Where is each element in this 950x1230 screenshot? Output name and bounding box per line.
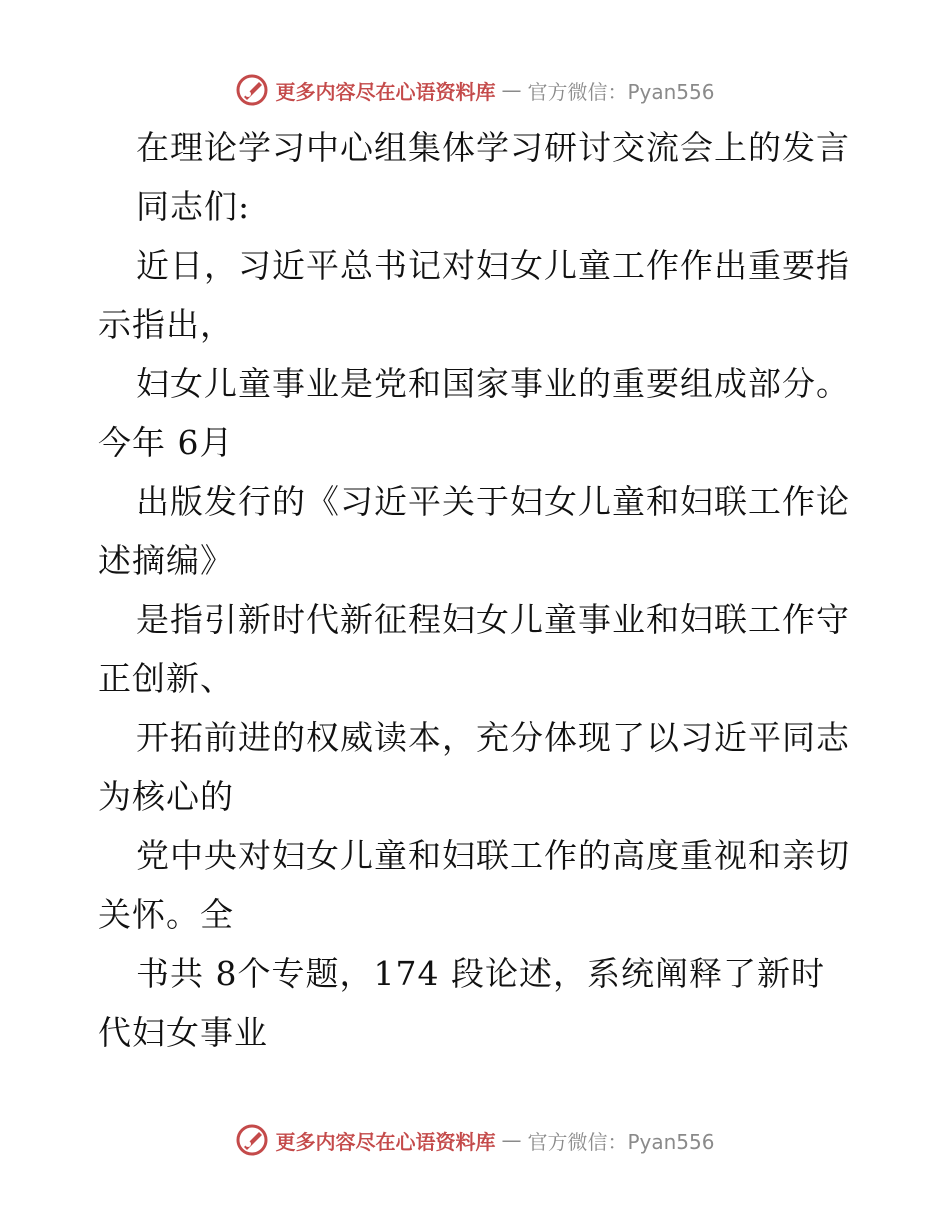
text-line: 开拓前进的权威读本，充分体现了以习近平同志	[136, 718, 850, 757]
header-banner	[0, 70, 950, 110]
logo-icon	[235, 73, 269, 107]
text-line: 书共 8个专题，174 段论述，系统阐释了新时	[136, 954, 825, 993]
banner-wechat-text: 官方微信：Pyan556	[527, 1129, 715, 1154]
banner-separator: —	[501, 1128, 522, 1152]
banner-site-text: 更多内容尽在心语资料库	[275, 1129, 496, 1154]
text-line: 同志们:	[136, 187, 251, 226]
logo-icon	[235, 1123, 269, 1157]
text-line: 在理论学习中心组集体学习研讨交流会上的发言	[136, 128, 850, 167]
text-line: 关怀。全	[98, 895, 234, 934]
footer-banner	[0, 1120, 950, 1160]
banner-separator: —	[501, 78, 522, 102]
document-body	[98, 118, 858, 1062]
text-line: 出版发行的《习近平关于妇女儿童和妇联工作论	[136, 482, 850, 521]
text-line: 今年 6月	[98, 423, 234, 462]
text-line: 妇女儿童事业是党和国家事业的重要组成部分。	[136, 364, 850, 403]
text-line: 党中央对妇女儿童和妇联工作的高度重视和亲切	[136, 836, 850, 875]
text-line: 近日，习近平总书记对妇女儿童工作作出重要指	[136, 246, 850, 285]
text-line: 示指出，	[98, 305, 234, 344]
banner-wechat-text: 官方微信：Pyan556	[527, 79, 715, 104]
banner-site-text: 更多内容尽在心语资料库	[275, 79, 496, 104]
text-line: 述摘编》	[98, 541, 234, 580]
text-line: 为核心的	[98, 777, 234, 816]
text-line: 代妇女事业	[98, 1013, 268, 1052]
text-line: 正创新、	[98, 659, 234, 698]
text-line: 是指引新时代新征程妇女儿童事业和妇联工作守	[136, 600, 850, 639]
